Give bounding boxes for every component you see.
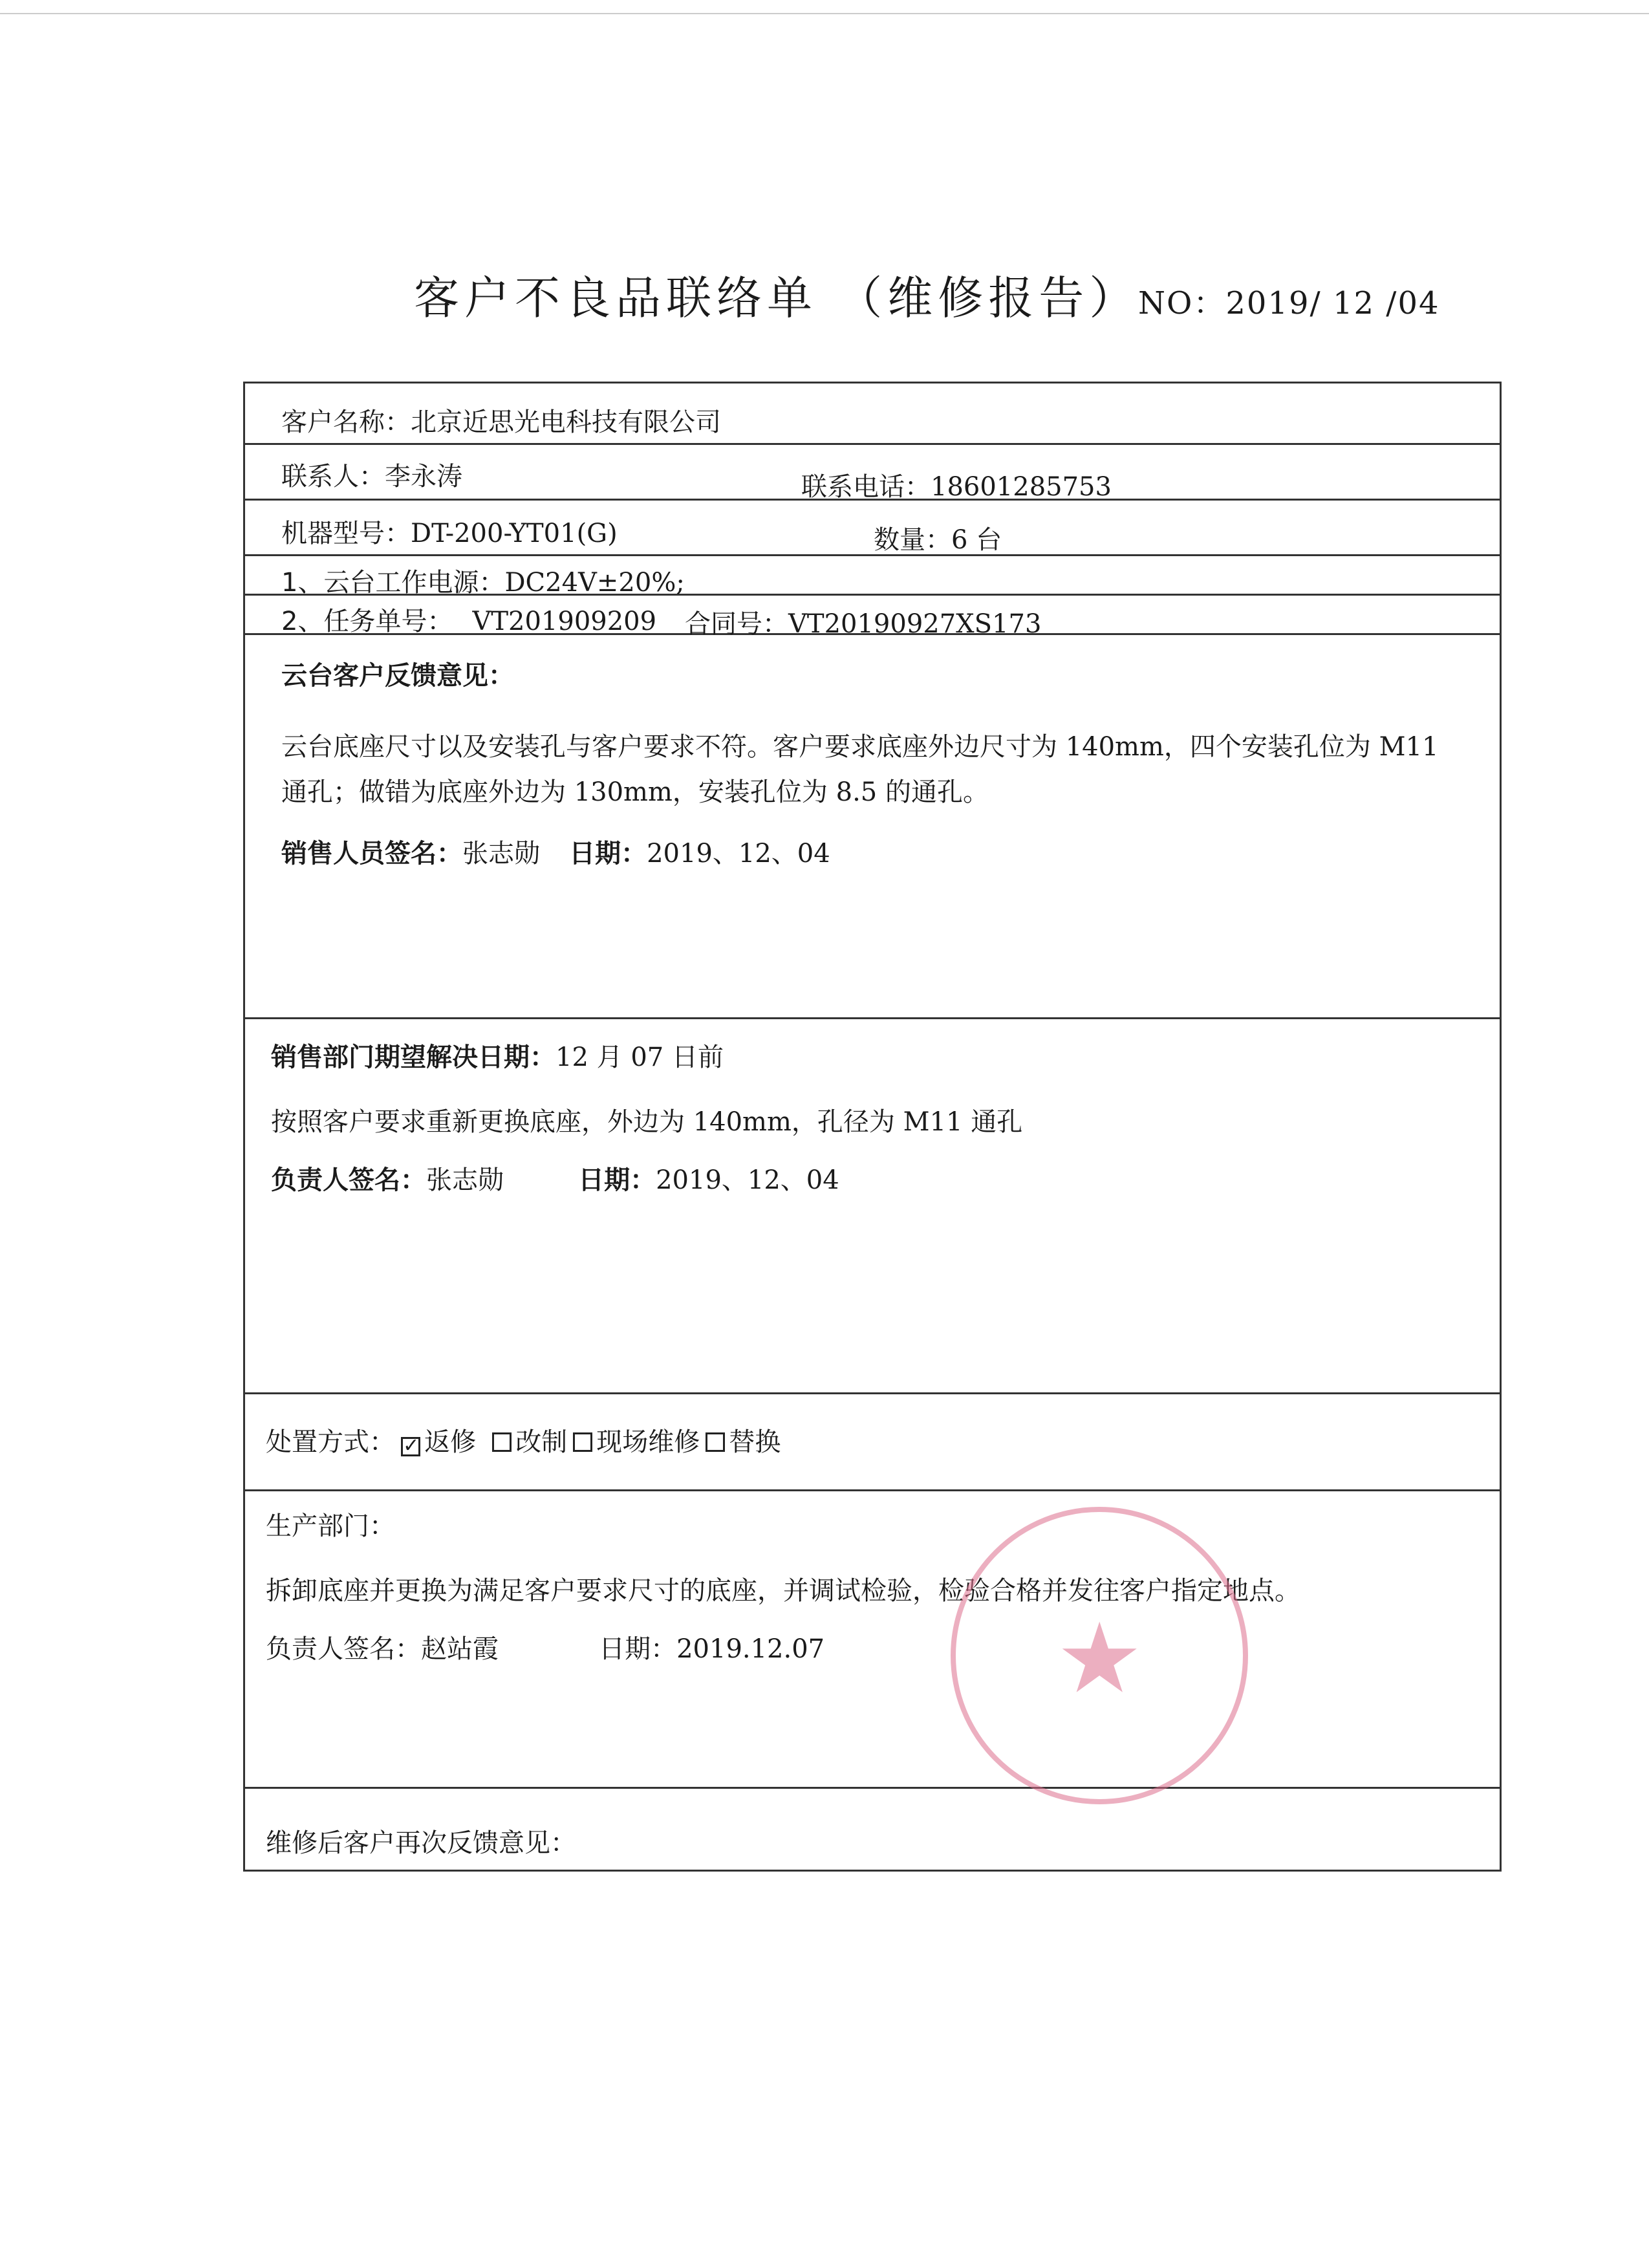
document-number [1138, 278, 1440, 323]
customer-name-label: 客户名称： [281, 407, 411, 437]
contact-value: 李永涛 [385, 462, 462, 491]
checkbox-icon[interactable] [573, 1432, 592, 1452]
contract-value: VT20190927XS173 [788, 609, 1042, 639]
sales-signature-row [271, 1160, 839, 1196]
disposal-option-replace: 替换 [729, 1427, 781, 1457]
contact-row [281, 456, 462, 493]
row-divider [245, 554, 1500, 556]
number-value: 2019/ 12 /04 [1225, 285, 1440, 321]
quantity-field [874, 519, 1002, 556]
checkbox-icon[interactable] [706, 1432, 725, 1452]
production-line-1: 拆卸底座并更换为满足客户要求尺寸的底座，并调试检验，检验合格并发往客户指定地点。 [266, 1576, 1300, 1606]
sales-owner-value: 张志勋 [426, 1165, 504, 1195]
sales-signature-value: 张志勋 [462, 839, 540, 869]
number-label: NO： [1138, 285, 1226, 321]
scan-edge [0, 13, 1649, 14]
contact-label: 联系人： [281, 462, 385, 491]
sales-owner-label: 负责人签名： [271, 1165, 426, 1195]
followup-heading: 维修后客户再次反馈意见： [266, 1828, 576, 1858]
production-date-value: 2019.12.07 [676, 1634, 825, 1664]
page-title: 客户不良品联络单 （维修报告） [414, 272, 1140, 325]
feedback-heading: 云台客户反馈意见： [281, 661, 514, 691]
phone-label: 联系电话： [801, 472, 931, 502]
star-icon: ★ [1056, 1603, 1143, 1715]
sales-signature-label: 销售人员签名： [281, 839, 462, 869]
customer-name-value: 北京近思光电科技有限公司 [411, 407, 721, 437]
disposal-option-modify: 改制 [515, 1427, 568, 1457]
section-divider [245, 1392, 1500, 1394]
power-row [281, 562, 685, 599]
sales-heading: 销售部门期望解决日期： [271, 1042, 555, 1072]
row-divider [245, 443, 1500, 445]
section-divider [245, 1489, 1500, 1491]
report-form [243, 382, 1502, 1872]
feedback-line-1: 云台底座尺寸以及安装孔与客户要求不符。客户要求底座外边尺寸为 140mm，四个安装孔位为 M11 [281, 732, 1439, 762]
sales-line-1: 按照客户要求重新更换底座，外边为 140mm，孔径为 M11 通孔 [271, 1107, 1023, 1137]
feedback-date-label: 日期： [569, 839, 647, 869]
production-owner-value: 赵站霞 [421, 1634, 499, 1664]
feedback-signature-row [281, 833, 830, 870]
contract-field [685, 603, 1041, 640]
quantity-value: 6 台 [951, 525, 1002, 555]
sales-date-value: 2019、12、04 [656, 1165, 839, 1195]
model-label: 机器型号： [281, 519, 411, 548]
feedback-date-value: 2019、12、04 [647, 839, 830, 869]
section-divider [245, 1017, 1500, 1019]
section-divider [245, 1787, 1500, 1789]
task-value: VT201909209 [472, 607, 657, 636]
production-heading: 生产部门： [266, 1511, 395, 1541]
power-value: DC24V±20%; [504, 568, 685, 598]
customer-name-row [281, 402, 721, 438]
model-value: DT-200-YT01(G) [411, 519, 618, 548]
quantity-label: 数量： [874, 525, 951, 555]
model-row [281, 513, 618, 550]
disposal-option-repair: 返修 [424, 1427, 477, 1457]
production-date-label: 日期： [599, 1634, 677, 1664]
phone-field [801, 466, 1112, 503]
quality-seal-stamp [951, 1507, 1248, 1804]
production-signature-row [266, 1628, 824, 1665]
checkbox-icon[interactable] [492, 1432, 512, 1452]
contract-label: 合同号： [685, 609, 788, 639]
disposal-label: 处置方式： [266, 1427, 395, 1457]
production-owner-label: 负责人签名： [266, 1634, 421, 1664]
disposal-row [266, 1421, 781, 1458]
phone-value: 18601285753 [931, 472, 1112, 502]
task-label: 2、任务单号： [281, 607, 453, 636]
power-label: 1、云台工作电源： [281, 568, 505, 598]
sales-heading-row [271, 1037, 724, 1074]
sales-deadline-value: 12 月 07 日前 [555, 1042, 724, 1072]
sales-date-label: 日期： [578, 1165, 656, 1195]
feedback-line-2: 通孔；做错为底座外边为 130mm，安装孔位为 8.5 的通孔。 [281, 777, 989, 807]
task-row [281, 601, 656, 638]
disposal-option-onsite: 现场维修 [596, 1427, 700, 1457]
checkbox-checked-icon[interactable]: ✓ [401, 1437, 420, 1456]
